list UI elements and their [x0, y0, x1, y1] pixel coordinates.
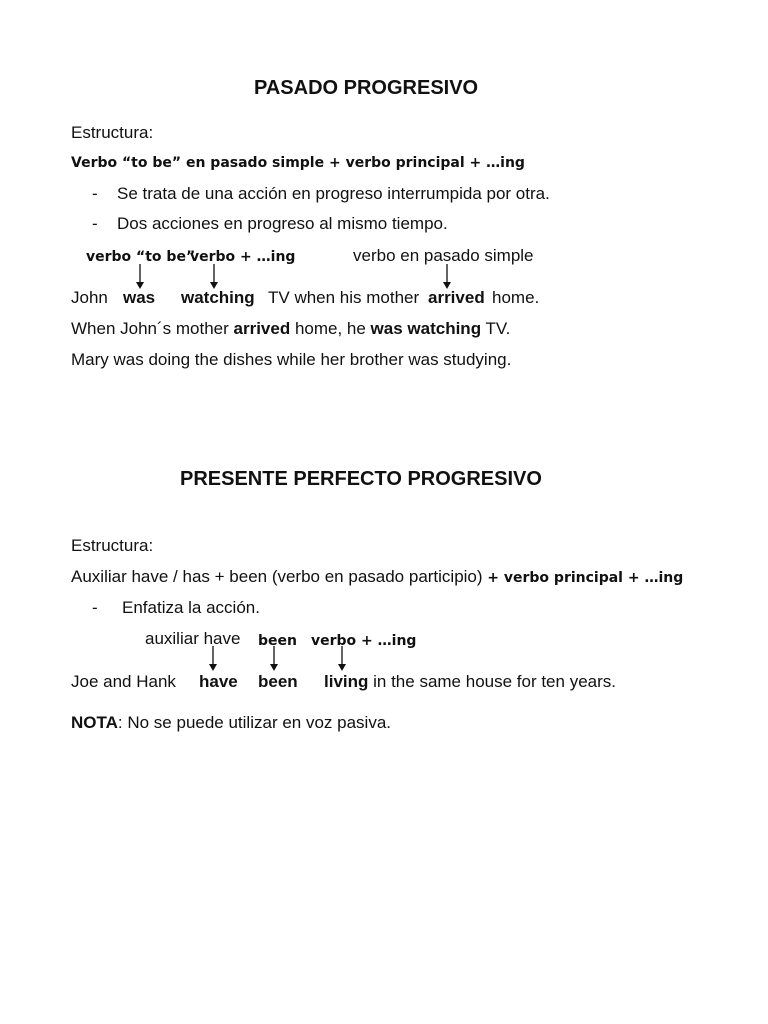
bullet-mark: - — [92, 598, 98, 617]
example-word: home. — [492, 288, 540, 307]
example-word-bold: arrived — [428, 288, 485, 307]
example-word: Joe and Hank — [71, 672, 176, 691]
arrow-down-icon — [208, 264, 220, 290]
estructura-label: Estructura: — [71, 536, 154, 555]
pasado-formula: Verbo “to be” en pasado simple + verbo principal + …ing — [71, 155, 525, 171]
bullet-mark: - — [92, 214, 98, 233]
bullet-mark: - — [92, 184, 98, 203]
example-word: TV when his mother — [268, 288, 420, 307]
arrow-down-icon — [441, 264, 453, 290]
diagram-label-ing: verbo + …ing — [311, 633, 417, 649]
perfecto-formula: Auxiliar have / has + been (verbo en pasado participio) + verbo principal + …ing — [71, 567, 684, 586]
example-sentence-end: living in the same house for ten years. — [324, 672, 616, 691]
example-word-bold: been — [258, 672, 298, 691]
estructura-label: Estructura: — [71, 123, 154, 142]
bullet-item: Dos acciones en progreso al mismo tiempo. — [117, 214, 448, 233]
bullet-item: Enfatiza la acción. — [122, 598, 260, 617]
diagram-label-past: verbo en pasado simple — [353, 246, 534, 265]
example-sentence-3: Mary was doing the dishes while her brother was studying. — [71, 350, 512, 369]
diagram-label-aux: auxiliar have — [145, 629, 241, 648]
arrow-down-icon — [336, 646, 348, 672]
diagram-label-been: been — [258, 633, 297, 649]
section-title-pasado-progresivo: PASADO PROGRESIVO — [254, 77, 479, 99]
example-sentence-2: When John´s mother arrived home, he was watching TV. — [71, 319, 511, 338]
example-word-bold: was — [123, 288, 156, 307]
nota: NOTA: No se puede utilizar en voz pasiva. — [71, 713, 392, 732]
diagram-label-ing: verbo + …ing — [190, 249, 296, 265]
section-title-presente-perfecto-progresivo: PRESENTE PERFECTO PROGRESIVO — [180, 468, 542, 490]
arrow-down-icon — [268, 646, 280, 672]
example-word: John — [71, 288, 108, 307]
example-word-bold: watching — [181, 288, 255, 307]
bullet-item: Se trata de una acción en progreso interrumpida por otra. — [117, 184, 550, 203]
arrow-down-icon — [134, 264, 146, 290]
arrow-down-icon — [207, 646, 219, 672]
diagram-label-to-be: verbo “to be” — [86, 249, 196, 265]
example-word-bold: have — [199, 672, 238, 691]
